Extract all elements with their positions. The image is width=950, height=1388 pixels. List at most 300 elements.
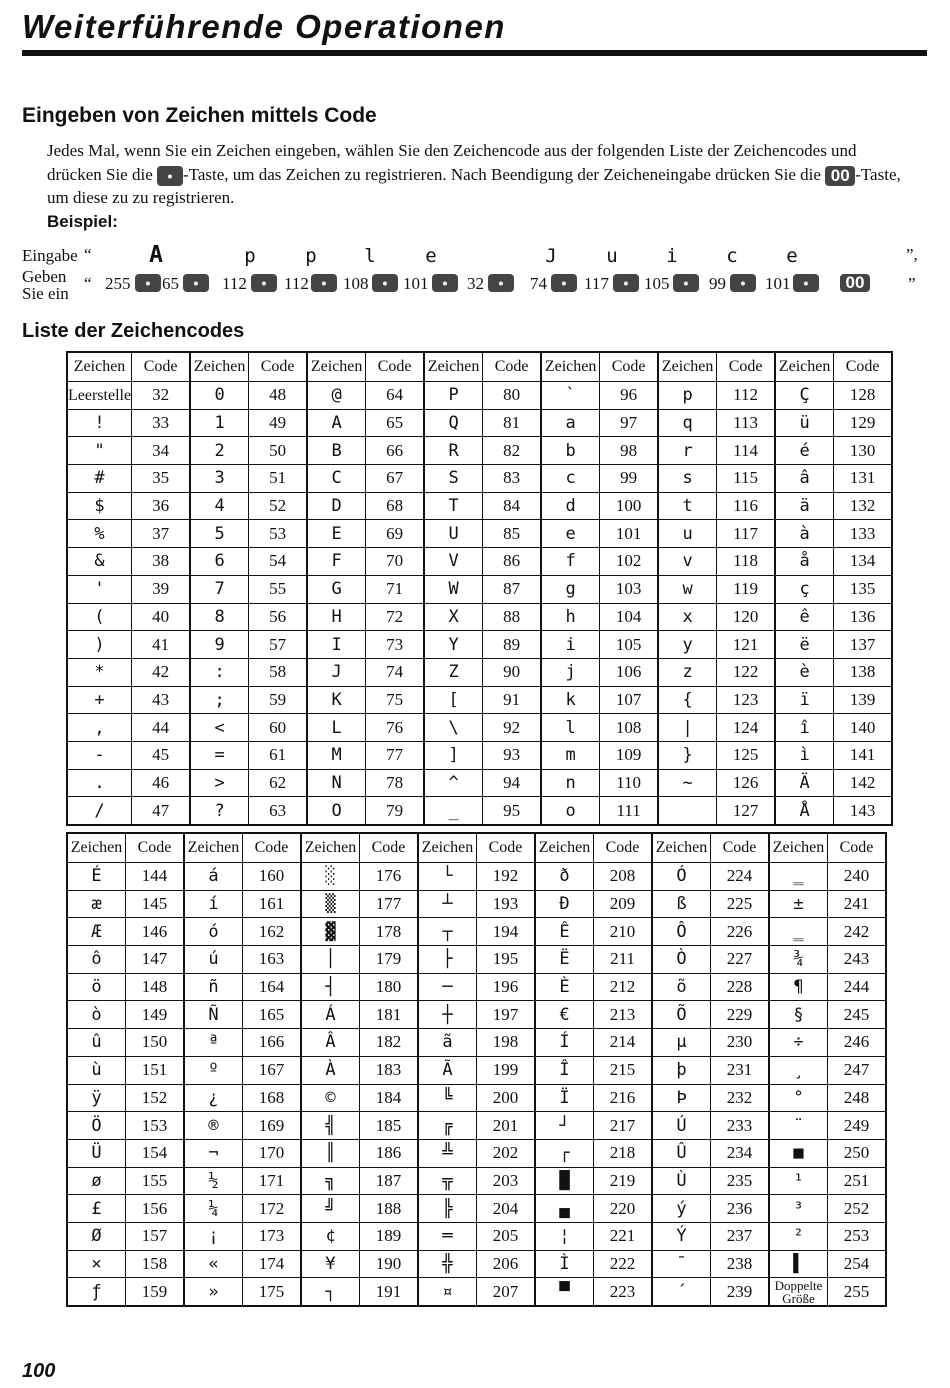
code-cell: 48	[249, 382, 308, 410]
char-cell: B	[307, 437, 366, 465]
code-cell: 236	[711, 1195, 770, 1223]
code-cell: 108	[600, 714, 659, 742]
col-header-code: Code	[243, 833, 302, 863]
col-header-char: Zeichen	[67, 833, 126, 863]
char-cell: +	[67, 686, 132, 714]
table-row	[67, 1195, 886, 1223]
col-header-code: Code	[594, 833, 653, 863]
code-cell: 114	[717, 437, 776, 465]
code-cell: 61	[249, 741, 308, 769]
example-char: i	[666, 245, 678, 267]
code-cell: 184	[360, 1084, 419, 1112]
char-cell: T	[424, 492, 483, 520]
code-cell: 212	[594, 973, 653, 1001]
code-cell: 245	[828, 1001, 887, 1029]
char-cell: $	[67, 492, 132, 520]
char-cell: î	[775, 714, 834, 742]
code-cell: 123	[717, 686, 776, 714]
code-cell: 156	[126, 1195, 185, 1223]
char-cell: u	[658, 520, 717, 548]
example-code: 108	[343, 274, 369, 293]
char-cell: å	[775, 548, 834, 576]
col-header-code: Code	[600, 352, 659, 382]
code-cell: 70	[366, 548, 425, 576]
code-cell: 60	[249, 714, 308, 742]
code-cell: 33	[132, 409, 191, 437]
char-cell: =	[190, 741, 249, 769]
code-cell: 145	[126, 890, 185, 918]
char-cell: ├	[418, 946, 477, 974]
char-cell: \	[424, 714, 483, 742]
code-cell: 120	[717, 603, 776, 631]
char-cell: ¼	[184, 1195, 243, 1223]
code-cell: 58	[249, 658, 308, 686]
char-cell: ò	[67, 1001, 126, 1029]
code-cell: 176	[360, 863, 419, 891]
code-cell: 251	[828, 1167, 887, 1195]
code-cell: 248	[828, 1084, 887, 1112]
char-cell: ‗	[769, 918, 828, 946]
code-cell: 154	[126, 1139, 185, 1167]
dot-key-icon: •	[135, 274, 161, 292]
code-cell: 76	[366, 714, 425, 742]
char-cell: ü	[775, 409, 834, 437]
code-cell: 238	[711, 1250, 770, 1278]
char-cell: ▄	[535, 1195, 594, 1223]
char-cell: C	[307, 465, 366, 493]
char-cell: ┌	[535, 1139, 594, 1167]
char-cell: |	[658, 714, 717, 742]
code-cell: 107	[600, 686, 659, 714]
char-cell: m	[541, 741, 600, 769]
code-cell: 222	[594, 1250, 653, 1278]
char-cell: a	[541, 409, 600, 437]
char-cell: ß	[652, 890, 711, 918]
char-cell: "	[67, 437, 132, 465]
eingabe-open-quote: “	[84, 245, 92, 264]
col-header-code: Code	[132, 352, 191, 382]
char-cell: ╠	[418, 1195, 477, 1223]
char-cell: €	[535, 1001, 594, 1029]
char-cell: È	[535, 973, 594, 1001]
code-cell: 47	[132, 797, 191, 825]
code-cell: 142	[834, 769, 893, 797]
example-char: e	[425, 245, 437, 267]
dot-key-icon: •	[157, 166, 183, 186]
code-cell: 143	[834, 797, 893, 825]
char-cell: -	[67, 741, 132, 769]
code-cell: 56	[249, 603, 308, 631]
code-cell: 218	[594, 1139, 653, 1167]
code-cell: 36	[132, 492, 191, 520]
example-code: 99	[709, 274, 726, 293]
code-cell: 98	[600, 437, 659, 465]
code-cell: 71	[366, 575, 425, 603]
char-cell: Õ	[652, 1001, 711, 1029]
code-cell: 152	[126, 1084, 185, 1112]
code-cell: 88	[483, 603, 542, 631]
code-cell: 221	[594, 1222, 653, 1250]
code-cell: 243	[828, 946, 887, 974]
header-rule	[22, 50, 927, 56]
code-cell: 160	[243, 863, 302, 891]
col-header-code: Code	[834, 352, 893, 382]
code-cell: 193	[477, 890, 536, 918]
code-cell: 191	[360, 1278, 419, 1306]
char-cell: I	[307, 631, 366, 659]
code-cell: 103	[600, 575, 659, 603]
char-cell: Z	[424, 658, 483, 686]
char-cell: ú	[184, 946, 243, 974]
code-cell: 250	[828, 1139, 887, 1167]
char-cell: E	[307, 520, 366, 548]
char-cell: r	[658, 437, 717, 465]
code-cell: 148	[126, 973, 185, 1001]
char-cell	[769, 1278, 828, 1306]
table-row	[67, 409, 892, 437]
table-row	[67, 1222, 886, 1250]
char-cell: Â	[301, 1029, 360, 1057]
code-cell: 159	[126, 1278, 185, 1306]
code-cell: 150	[126, 1029, 185, 1057]
code-cell: 149	[126, 1001, 185, 1029]
example-char: p	[244, 245, 256, 267]
char-cell: ÷	[769, 1029, 828, 1057]
code-cell: 122	[717, 658, 776, 686]
code-cell: 109	[600, 741, 659, 769]
code-cell: 210	[594, 918, 653, 946]
code-cell: 185	[360, 1112, 419, 1140]
code-cell: 189	[360, 1222, 419, 1250]
char-cell: ═	[418, 1222, 477, 1250]
char-cell: Ã	[418, 1056, 477, 1084]
code-cell: 50	[249, 437, 308, 465]
table-row	[67, 1112, 886, 1140]
example-char: J	[545, 245, 557, 267]
char-cell: k	[541, 686, 600, 714]
char-cell: v	[658, 548, 717, 576]
char-cell: M	[307, 741, 366, 769]
table-row	[67, 863, 886, 891]
col-header-code: Code	[711, 833, 770, 863]
char-cell: ù	[67, 1056, 126, 1084]
char-cell: g	[541, 575, 600, 603]
code-cell: 62	[249, 769, 308, 797]
code-cell: 147	[126, 946, 185, 974]
table-row	[67, 603, 892, 631]
code-cell: 146	[126, 918, 185, 946]
char-cell: c	[541, 465, 600, 493]
char-cell: │	[301, 946, 360, 974]
code-cell: 219	[594, 1167, 653, 1195]
char-cell: á	[184, 863, 243, 891]
char-cell: è	[775, 658, 834, 686]
char-cell: ô	[67, 946, 126, 974]
char-cell: .	[67, 769, 132, 797]
code-cell: 133	[834, 520, 893, 548]
char-cell: 6	[190, 548, 249, 576]
char-cell: ƒ	[67, 1278, 126, 1306]
code-cell: 202	[477, 1139, 536, 1167]
code-cell: 59	[249, 686, 308, 714]
code-cell: 75	[366, 686, 425, 714]
char-cell: ¤	[418, 1278, 477, 1306]
char-cell: ç	[775, 575, 834, 603]
char-cell: ¿	[184, 1084, 243, 1112]
example-code: 112	[222, 274, 247, 293]
char-cell: /	[67, 797, 132, 825]
char-cell: ®	[184, 1112, 243, 1140]
code-cell: 192	[477, 863, 536, 891]
char-cell: 1	[190, 409, 249, 437]
section-title-eingeben: Eingeben von Zeichen mittels Code	[22, 104, 377, 127]
code-cell: 134	[834, 548, 893, 576]
code-cell: 197	[477, 1001, 536, 1029]
code-cell: 204	[477, 1195, 536, 1223]
code-cell: 39	[132, 575, 191, 603]
char-cell: »	[184, 1278, 243, 1306]
char-cell: L	[307, 714, 366, 742]
char-cell: 9	[190, 631, 249, 659]
col-header-char: Zeichen	[541, 352, 600, 382]
table-row	[67, 1139, 886, 1167]
dot-key-icon: •	[251, 274, 277, 292]
col-header-char: Zeichen	[535, 833, 594, 863]
code-cell: 51	[249, 465, 308, 493]
char-cell: Û	[652, 1139, 711, 1167]
code-cell: 229	[711, 1001, 770, 1029]
char-cell: £	[67, 1195, 126, 1223]
code-cell: 201	[477, 1112, 536, 1140]
char-cell: ┐	[301, 1278, 360, 1306]
groesse-label: Größe	[782, 1290, 815, 1306]
char-cell: û	[67, 1029, 126, 1057]
code-cell: 168	[243, 1084, 302, 1112]
code-cell: 242	[828, 918, 887, 946]
example-char: c	[726, 245, 738, 267]
example-code: 65	[162, 274, 179, 293]
code-cell: 125	[717, 741, 776, 769]
code-cell: 74	[366, 658, 425, 686]
table-row	[67, 1056, 886, 1084]
char-cell: ¬	[184, 1139, 243, 1167]
col-header-char: Zeichen	[658, 352, 717, 382]
code-cell: 188	[360, 1195, 419, 1223]
code-cell: 249	[828, 1112, 887, 1140]
code-cell: 246	[828, 1029, 887, 1057]
char-cell: @	[307, 382, 366, 410]
dot-key-icon: •	[613, 274, 639, 292]
col-header-char: Zeichen	[424, 352, 483, 382]
code-cell: 101	[600, 520, 659, 548]
dot-key-icon: •	[793, 274, 819, 292]
code-cell: 46	[132, 769, 191, 797]
char-cell: ─	[418, 973, 477, 1001]
char-cell: Ñ	[184, 1001, 243, 1029]
code-cell: 207	[477, 1278, 536, 1306]
char-cell: :	[190, 658, 249, 686]
char-cell: Ü	[67, 1139, 126, 1167]
code-cell: 89	[483, 631, 542, 659]
dot-key-icon: •	[730, 274, 756, 292]
code-cell: 187	[360, 1167, 419, 1195]
char-cell: ì	[775, 741, 834, 769]
example-code: 117	[584, 274, 609, 293]
geben-open-quote: “	[84, 274, 92, 293]
char-cell: ║	[301, 1139, 360, 1167]
char-cell: W	[424, 575, 483, 603]
char-cell: *	[67, 658, 132, 686]
char-cell: b	[541, 437, 600, 465]
char-cell: )	[67, 631, 132, 659]
code-cell: 171	[243, 1167, 302, 1195]
code-cell: 100	[600, 492, 659, 520]
char-cell: p	[658, 382, 717, 410]
char-cell: ý	[652, 1195, 711, 1223]
char-cell: ¢	[301, 1222, 360, 1250]
example-char: e	[786, 245, 798, 267]
example-code: 32	[467, 274, 484, 293]
char-cell: õ	[652, 973, 711, 1001]
table-row	[67, 890, 886, 918]
char-cell: Å	[775, 797, 834, 825]
code-cell: 231	[711, 1056, 770, 1084]
code-cell: 178	[360, 918, 419, 946]
char-cell: Þ	[652, 1084, 711, 1112]
char-cell: Á	[301, 1001, 360, 1029]
example-code: 101	[765, 274, 791, 293]
char-cell: &	[67, 548, 132, 576]
table-row	[67, 382, 892, 410]
code-cell: 163	[243, 946, 302, 974]
char-cell: X	[424, 603, 483, 631]
code-cell: 173	[243, 1222, 302, 1250]
example-char: l	[364, 245, 376, 267]
char-cell: ╣	[301, 1112, 360, 1140]
char-cell: ×	[67, 1250, 126, 1278]
char-cell: f	[541, 548, 600, 576]
intro-paragraph	[47, 139, 907, 210]
char-cell: Ï	[535, 1084, 594, 1112]
table-row	[67, 548, 892, 576]
char-cell: °	[769, 1084, 828, 1112]
code-cell: 130	[834, 437, 893, 465]
code-cell: 132	[834, 492, 893, 520]
char-cell: ¦	[535, 1222, 594, 1250]
table-row	[67, 575, 892, 603]
char-cell: J	[307, 658, 366, 686]
char-cell: ╚	[418, 1084, 477, 1112]
char-cell: Ë	[535, 946, 594, 974]
char-cell: l	[541, 714, 600, 742]
code-cell: 155	[126, 1167, 185, 1195]
table-row	[67, 1084, 886, 1112]
code-cell: 206	[477, 1250, 536, 1278]
col-header-code: Code	[126, 833, 185, 863]
col-header-char: Zeichen	[184, 833, 243, 863]
char-cell: ┴	[418, 890, 477, 918]
char-cell: Ú	[652, 1112, 711, 1140]
code-cell: 226	[711, 918, 770, 946]
code-cell: 118	[717, 548, 776, 576]
section-title-liste: Liste der Zeichencodes	[22, 320, 245, 342]
char-cell: t	[658, 492, 717, 520]
char-cell: ¾	[769, 946, 828, 974]
char-cell: ¡	[184, 1222, 243, 1250]
code-cell: 80	[483, 382, 542, 410]
char-cell: ë	[775, 631, 834, 659]
col-header-char: Zeichen	[418, 833, 477, 863]
code-cell: 128	[834, 382, 893, 410]
code-cell: 34	[132, 437, 191, 465]
char-cell: Ø	[67, 1222, 126, 1250]
code-cell: 117	[717, 520, 776, 548]
code-cell: 151	[126, 1056, 185, 1084]
code-cell: 131	[834, 465, 893, 493]
code-cell: 91	[483, 686, 542, 714]
char-cell: x	[658, 603, 717, 631]
code-cell: 96	[600, 382, 659, 410]
char-cell: à	[775, 520, 834, 548]
char-cell: ▒	[301, 890, 360, 918]
code-cell: 52	[249, 492, 308, 520]
code-cell: 37	[132, 520, 191, 548]
code-cell: 32	[132, 382, 191, 410]
code-cell: 239	[711, 1278, 770, 1306]
code-cell: 63	[249, 797, 308, 825]
code-cell: 67	[366, 465, 425, 493]
code-cell: 82	[483, 437, 542, 465]
char-cell: §	[769, 1001, 828, 1029]
code-cell: 43	[132, 686, 191, 714]
code-cell: 220	[594, 1195, 653, 1223]
geben-label-2: Sie ein	[22, 284, 69, 303]
char-cell: ‗	[769, 863, 828, 891]
code-cell: 253	[828, 1222, 887, 1250]
code-cell: 247	[828, 1056, 887, 1084]
example-code: 255	[105, 274, 131, 293]
char-cell: ï	[775, 686, 834, 714]
example-label: Beispiel:	[47, 212, 118, 231]
example-code: 101	[403, 274, 429, 293]
code-cell: 211	[594, 946, 653, 974]
char-cell: !	[67, 409, 132, 437]
char-cell: ;	[190, 686, 249, 714]
char-cell: N	[307, 769, 366, 797]
char-cell: ╔	[418, 1112, 477, 1140]
code-cell: 174	[243, 1250, 302, 1278]
col-header-code: Code	[717, 352, 776, 382]
char-cell: `	[541, 382, 600, 410]
char-cell: {	[658, 686, 717, 714]
table-row	[67, 437, 892, 465]
leerstelle-label: Leerstelle	[68, 387, 132, 405]
geben-label-1: Geben	[22, 267, 67, 286]
char-cell: q	[658, 409, 717, 437]
char-cell: Ó	[652, 863, 711, 891]
char-cell: 2	[190, 437, 249, 465]
code-cell: 42	[132, 658, 191, 686]
code-cell: 186	[360, 1139, 419, 1167]
char-cell: ³	[769, 1195, 828, 1223]
char-cell: º	[184, 1056, 243, 1084]
col-header-code: Code	[249, 352, 308, 382]
code-cell: 35	[132, 465, 191, 493]
char-cell: 0	[190, 382, 249, 410]
col-header-code: Code	[483, 352, 542, 382]
char-cell: A	[307, 409, 366, 437]
intro-text-1: Jedes Mal, wenn Sie ein Zeichen eingeben, wählen Sie den Zeichencode aus der folgenden Liste der Zeichencodes und drücken Sie die	[47, 141, 857, 184]
